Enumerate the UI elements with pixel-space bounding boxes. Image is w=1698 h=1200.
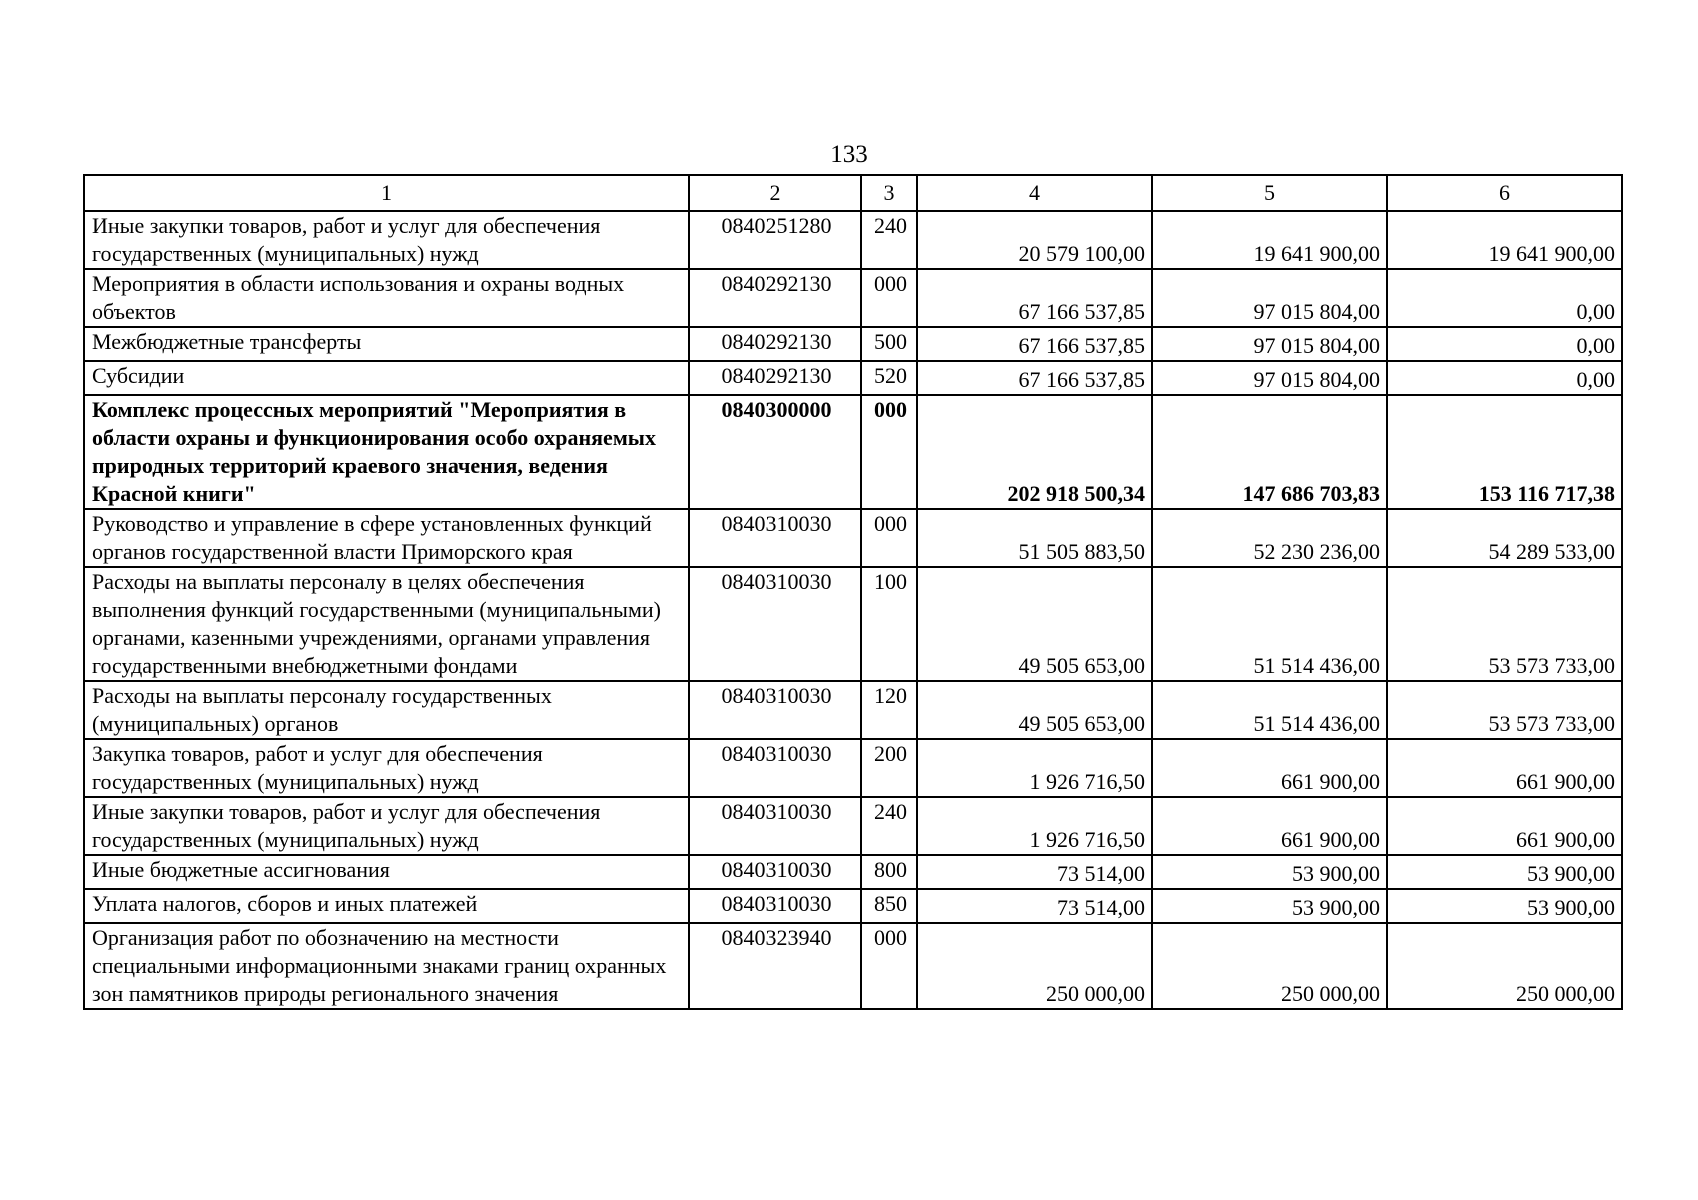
row-value-3: 53 573 733,00 [1387, 681, 1622, 739]
row-value-1: 1 926 716,50 [917, 739, 1152, 797]
column-header-name: 1 [84, 175, 689, 211]
table-row [84, 923, 1622, 1009]
row-code: 0840251280 [689, 211, 861, 269]
row-name: Организация работ по обозначению на местности специальными информационными знаками границ охранных зон памятников природы регионального значения [84, 923, 689, 1009]
row-value-1: 73 514,00 [917, 855, 1152, 889]
row-kind: 100 [861, 567, 917, 681]
row-name: Руководство и управление в сфере установленных функций органов государственной власти Приморского края [84, 509, 689, 567]
row-value-2: 53 900,00 [1152, 855, 1387, 889]
row-name: Расходы на выплаты персоналу в целях обеспечения выполнения функций государственными (муниципальными) органами, казенными учреждениями, органами управления государственными внебюджетными фондами [84, 567, 689, 681]
row-value-1: 20 579 100,00 [917, 211, 1152, 269]
table-row-section [84, 395, 1622, 509]
row-value-2: 52 230 236,00 [1152, 509, 1387, 567]
row-value-2: 661 900,00 [1152, 797, 1387, 855]
row-value-1: 49 505 653,00 [917, 681, 1152, 739]
row-kind: 240 [861, 797, 917, 855]
row-code: 0840292130 [689, 269, 861, 327]
row-value-3: 54 289 533,00 [1387, 509, 1622, 567]
row-value-2: 661 900,00 [1152, 739, 1387, 797]
row-value-2: 97 015 804,00 [1152, 269, 1387, 327]
table-row [84, 361, 1622, 395]
row-kind: 000 [861, 923, 917, 1009]
row-kind: 200 [861, 739, 917, 797]
row-value-3: 0,00 [1387, 269, 1622, 327]
row-value-2: 51 514 436,00 [1152, 681, 1387, 739]
row-name: Закупка товаров, работ и услуг для обеспечения государственных (муниципальных) нужд [84, 739, 689, 797]
row-value-1: 67 166 537,85 [917, 361, 1152, 395]
row-name: Субсидии [84, 361, 689, 395]
row-kind: 520 [861, 361, 917, 395]
row-value-2: 97 015 804,00 [1152, 361, 1387, 395]
row-code: 0840310030 [689, 509, 861, 567]
row-value-3: 250 000,00 [1387, 923, 1622, 1009]
row-code: 0840310030 [689, 855, 861, 889]
row-code: 0840310030 [689, 739, 861, 797]
table-row [84, 211, 1622, 269]
row-kind: 000 [861, 395, 917, 509]
row-name: Расходы на выплаты персоналу государственных (муниципальных) органов [84, 681, 689, 739]
column-header-value-3: 6 [1387, 175, 1622, 211]
row-value-1: 49 505 653,00 [917, 567, 1152, 681]
row-kind: 240 [861, 211, 917, 269]
row-kind: 120 [861, 681, 917, 739]
row-value-1: 67 166 537,85 [917, 327, 1152, 361]
row-value-2: 250 000,00 [1152, 923, 1387, 1009]
table-row [84, 855, 1622, 889]
row-name: Иные бюджетные ассигнования [84, 855, 689, 889]
row-value-3: 0,00 [1387, 361, 1622, 395]
row-value-2: 147 686 703,83 [1152, 395, 1387, 509]
row-name: Иные закупки товаров, работ и услуг для обеспечения государственных (муниципальных) нужд [84, 211, 689, 269]
row-code: 0840310030 [689, 681, 861, 739]
row-value-3: 53 900,00 [1387, 889, 1622, 923]
row-value-2: 19 641 900,00 [1152, 211, 1387, 269]
row-value-3: 661 900,00 [1387, 739, 1622, 797]
row-value-1: 51 505 883,50 [917, 509, 1152, 567]
column-header-code: 2 [689, 175, 861, 211]
row-value-1: 1 926 716,50 [917, 797, 1152, 855]
row-value-2: 51 514 436,00 [1152, 567, 1387, 681]
row-value-3: 153 116 717,38 [1387, 395, 1622, 509]
row-value-3: 19 641 900,00 [1387, 211, 1622, 269]
row-value-1: 73 514,00 [917, 889, 1152, 923]
column-header-kind: 3 [861, 175, 917, 211]
row-code: 0840292130 [689, 361, 861, 395]
row-name: Мероприятия в области использования и охраны водных объектов [84, 269, 689, 327]
row-value-3: 0,00 [1387, 327, 1622, 361]
row-code: 0840292130 [689, 327, 861, 361]
table-row [84, 681, 1622, 739]
table-row [84, 509, 1622, 567]
page-number: 133 [830, 141, 868, 168]
table-row [84, 269, 1622, 327]
row-value-2: 53 900,00 [1152, 889, 1387, 923]
row-value-3: 53 573 733,00 [1387, 567, 1622, 681]
row-name: Уплата налогов, сборов и иных платежей [84, 889, 689, 923]
budget-table [83, 174, 1623, 1010]
row-kind: 850 [861, 889, 917, 923]
row-name: Межбюджетные трансферты [84, 327, 689, 361]
row-value-1: 250 000,00 [917, 923, 1152, 1009]
row-name: Комплекс процессных мероприятий "Мероприятия в области охраны и функционирования особо охраняемых природных территорий краевого значения, ведения Красной книги" [84, 395, 689, 509]
table-row [84, 797, 1622, 855]
row-code: 0840310030 [689, 797, 861, 855]
row-kind: 000 [861, 509, 917, 567]
row-value-1: 67 166 537,85 [917, 269, 1152, 327]
row-kind: 000 [861, 269, 917, 327]
row-value-3: 53 900,00 [1387, 855, 1622, 889]
column-header-value-1: 4 [917, 175, 1152, 211]
row-value-1: 202 918 500,34 [917, 395, 1152, 509]
row-kind: 500 [861, 327, 917, 361]
row-code: 0840300000 [689, 395, 861, 509]
row-value-3: 661 900,00 [1387, 797, 1622, 855]
table-row [84, 889, 1622, 923]
row-code: 0840310030 [689, 889, 861, 923]
header-row [84, 175, 1622, 211]
table-row [84, 739, 1622, 797]
row-code: 0840323940 [689, 923, 861, 1009]
column-header-value-2: 5 [1152, 175, 1387, 211]
row-kind: 800 [861, 855, 917, 889]
table-row [84, 567, 1622, 681]
row-name: Иные закупки товаров, работ и услуг для обеспечения государственных (муниципальных) нужд [84, 797, 689, 855]
row-value-2: 97 015 804,00 [1152, 327, 1387, 361]
row-code: 0840310030 [689, 567, 861, 681]
table-row [84, 327, 1622, 361]
